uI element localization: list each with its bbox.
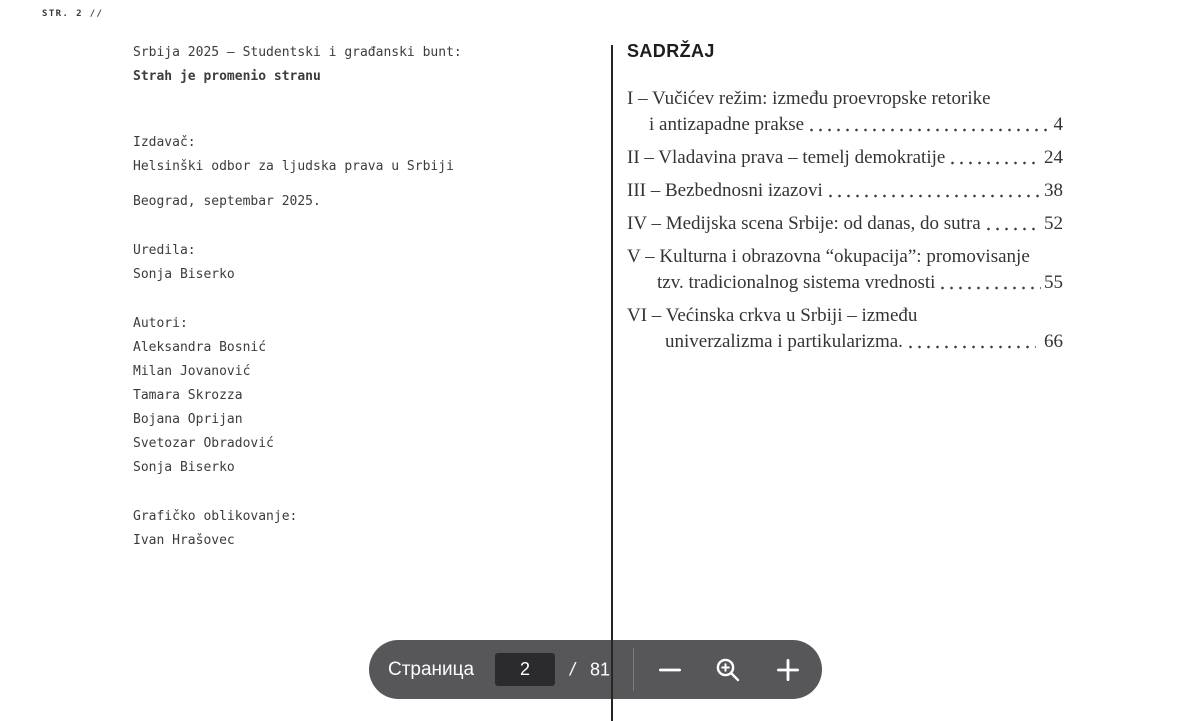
page-label: Страница — [388, 658, 475, 680]
toc-entry-title: i antizapadne prakse — [649, 114, 805, 135]
dot-leader — [807, 112, 1050, 138]
book-title-line1: Srbija 2025 – Studentski i građanski bunt: — [133, 45, 462, 60]
toc-entry[interactable] — [627, 86, 1063, 138]
toc-entry[interactable] — [627, 211, 1063, 237]
minus-icon — [657, 657, 683, 683]
book-title-line2: Strah je promenio stranu — [133, 69, 321, 84]
toc-entry-title: II – Vladavina prava – temelj demokratije — [627, 147, 946, 168]
toc-entry-title: univerzalizma i partikularizma. — [665, 331, 903, 352]
page-header-label: STR. 2 // — [42, 9, 104, 19]
author-name: Svetozar Obradović — [133, 436, 274, 451]
toc-page-number: 55 — [1044, 272, 1063, 293]
dot-leader — [984, 211, 1041, 237]
toc-entry[interactable] — [627, 244, 1063, 296]
toc-entry-title: tzv. tradicionalnog sistema vrednosti — [657, 272, 936, 293]
publisher-label: Izdavač: — [133, 135, 196, 150]
toc-entry[interactable] — [627, 178, 1063, 204]
dot-leader — [948, 145, 1041, 171]
page-separator: / — [570, 659, 576, 679]
author-name: Milan Jovanović — [133, 364, 251, 379]
toc-entry[interactable] — [627, 303, 1063, 355]
zoom-in-button[interactable] — [769, 651, 807, 689]
toc-entry-title: VI – Većinska crkva u Srbiji – između — [627, 305, 918, 326]
toc-page-number: 38 — [1044, 180, 1063, 201]
column-divider-rule — [611, 45, 613, 721]
page-count: 81 — [590, 659, 611, 679]
designer-name: Ivan Hrašovec — [133, 533, 235, 548]
author-name: Bojana Oprijan — [133, 412, 243, 427]
author-name: Aleksandra Bosnić — [133, 340, 267, 355]
dot-leader — [906, 329, 1036, 355]
design-label: Grafičko oblikovanje: — [133, 509, 298, 524]
toc-entry-title: III – Bezbednosni izazovi — [627, 180, 823, 201]
toc-entry-title: I – Vučićev režim: između proevropske retorike — [627, 88, 991, 109]
toc-page-number: 24 — [1044, 147, 1063, 168]
toc-page-number: 66 — [1039, 331, 1063, 352]
toc-entry[interactable] — [627, 145, 1063, 171]
colophon — [133, 41, 603, 553]
place-date: Beograd, septembar 2025. — [133, 194, 321, 209]
toc-page-number: 52 — [1044, 213, 1063, 234]
editor-label: Uredila: — [133, 243, 196, 258]
authors-label: Autori: — [133, 316, 188, 331]
zoom-out-button[interactable] — [651, 651, 689, 689]
author-name: Sonja Biserko — [133, 460, 235, 475]
authors-list — [133, 336, 603, 480]
zoom-tool-button[interactable] — [709, 651, 747, 689]
toc-heading: SADRŽAJ — [627, 41, 715, 61]
toc-entries — [627, 86, 1063, 355]
toc-entry-title: IV – Medijska scena Srbije: od danas, do sutra — [627, 213, 981, 234]
dot-leader — [938, 270, 1041, 296]
author-name: Tamara Skrozza — [133, 388, 243, 403]
editor-name: Sonja Biserko — [133, 267, 235, 282]
toc-entry-title: V – Kulturna i obrazovna “okupacija”: promovisanje — [627, 246, 1030, 267]
plus-icon — [775, 657, 801, 683]
page-number-input[interactable] — [495, 653, 555, 686]
publisher-name: Helsinški odbor za ljudska prava u Srbiji — [133, 159, 454, 174]
toc-page-number: 4 — [1053, 114, 1063, 135]
table-of-contents — [627, 40, 1063, 355]
magnifier-plus-icon — [714, 656, 742, 684]
viewer-toolbar — [369, 640, 822, 699]
dot-leader — [826, 178, 1041, 204]
toolbar-divider — [633, 648, 634, 691]
